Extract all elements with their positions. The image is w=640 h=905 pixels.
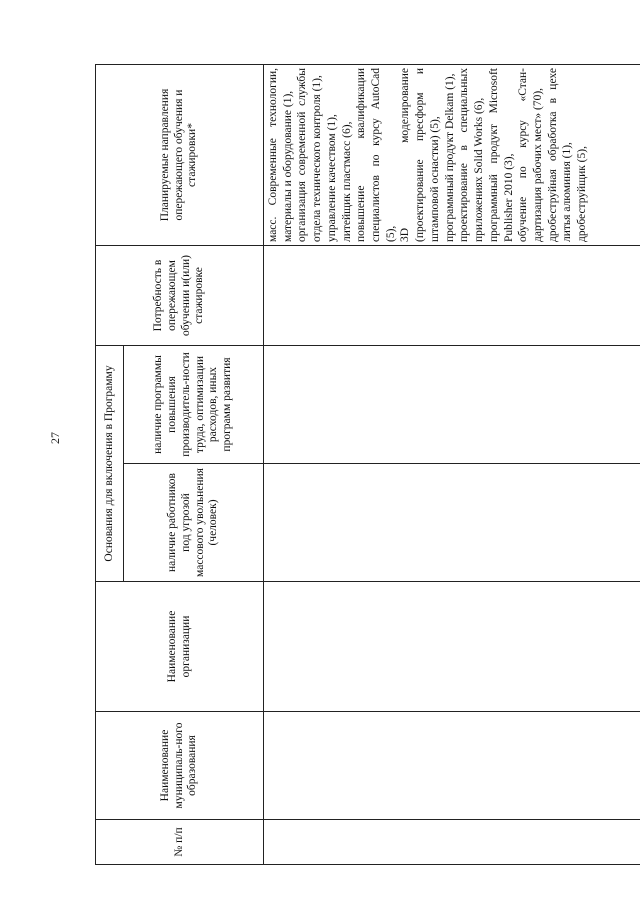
planned-item: масс. Современные технологии, материалы и оборудование (1),	[267, 68, 294, 242]
planned-item: программный продукт Delkam (1),	[443, 73, 456, 242]
planned-item: литейщик пластмасс (6),	[340, 121, 353, 242]
cell-layoff	[264, 464, 640, 582]
planned-item: проектирование в специальных приложениях Solid Works (6),	[458, 68, 486, 242]
planned-item: управление качеством (1),	[325, 114, 338, 242]
cell-programs	[264, 346, 640, 464]
table-row	[264, 65, 640, 865]
planned-item: дробеструйная обработка в цехе литья алюминия (1),	[546, 68, 574, 242]
planned-item: повышение квалификации специалистов по курсу AutoCad (5),	[355, 68, 397, 242]
header-planned: Планируемые направления опережающего обучения и стажировки*	[96, 65, 264, 246]
planned-item: программный продукт Microsoft Publisher 2010 (3),	[487, 68, 515, 242]
cell-municipality	[264, 712, 640, 820]
header-basis-group: Основания для включения в Программу	[96, 346, 124, 582]
header-programs: наличие программы повышения производитель-ности труда, оптимизации расходов, иных программ развития	[124, 346, 264, 464]
header-organization: Наименование организации	[96, 582, 264, 712]
cell-organization	[264, 582, 640, 712]
planned-item: обучение по курсу «Стан-дартизация рабочих мест» (70),	[517, 68, 544, 242]
cell-planned	[264, 65, 640, 246]
header-municipality: Наименование муниципаль-ного образования	[96, 712, 264, 820]
header-need: Потребность в опережающем обучении и(или) стажировке	[96, 246, 264, 346]
cell-need	[264, 246, 640, 346]
training-table	[95, 64, 640, 865]
rotated-table-container	[95, 65, 640, 865]
page-number: 27	[48, 432, 62, 444]
cell-no	[264, 820, 640, 865]
header-layoff: наличие работников под угрозой массового увольнения (человек)	[124, 464, 264, 582]
planned-item: дробеструйщик (5),	[576, 146, 589, 242]
planned-item: организация современной службы отдела технического контроля (1),	[296, 68, 324, 242]
header-no: № п/п	[96, 820, 264, 865]
planned-item: 3D моделирование (проектирование пресформ и штамповой оснастки) (5),	[399, 68, 441, 242]
